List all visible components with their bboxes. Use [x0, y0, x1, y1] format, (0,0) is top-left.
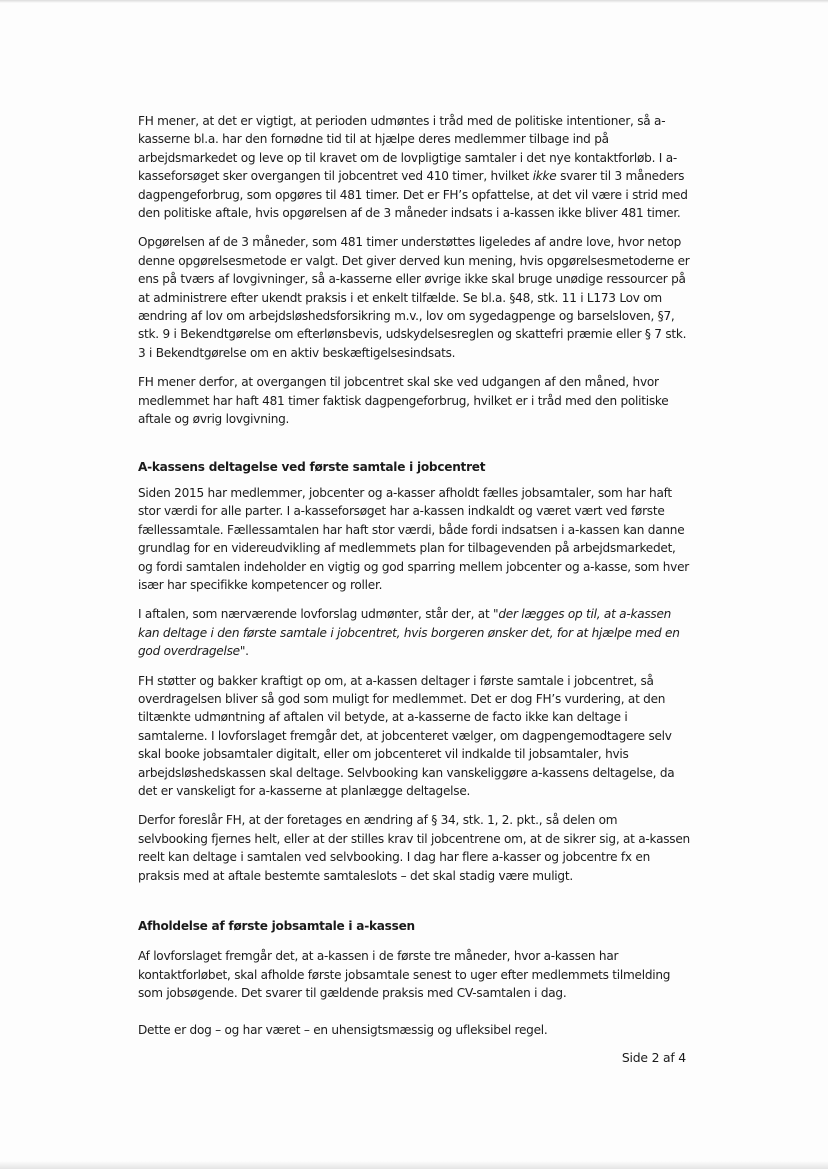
paragraph-uhensigtsmaessig: Dette er dog – og har været – en uhensigtsmæssig og ufleksibel regel. — [138, 1022, 548, 1037]
paragraph-derfor-foreslaar: Derfor foreslår FH, at der foretages en ændring af § 34, stk. 1, 2. pkt., så delen om selvbooking fjernes helt, eller at der stilles krav til jobcentrene om, at de sikrer sig, at a-kassen reelt kan deltage i samtalen ved selvbooking. I dag har flere a-kasser og jobcentre fx en praksis med at aftale bestemte samtaleslots – det skal stadig være muligt. — [138, 813, 690, 883]
page-number: Side 2 af 4 — [621, 1050, 686, 1065]
document-body — [138, 112, 690, 1050]
scan-edge-bottom — [0, 1161, 828, 1169]
scan-edge-top — [0, 0, 828, 3]
paragraph-opgoerelse: Opgørelsen af de 3 måneder, som 481 timer understøttes ligeledes af andre love, hvor netop denne opgørelsesmetode er valgt. Det giver derved kun mening, hvis opgørelsesmetoderne er ens på tværs af lovgivninger, så a-kasserne eller øvrige ikke skal bruge unødige ressourcer på at administrere efter ukendt praksis i et enkelt tilfælde. Se bl.a. §48, stk. 11 i L173 Lov om ændring af lov om arbejdsløshedsforsikring m.v., lov om sygedagpenge og barselsloven, §7, stk. 9 i Bekendtgørelse om efterlønsbevis, udskydelsesreglen og skattefri præmie eller § 7 stk. 3 i Bekendtgørelse om en aktiv beskæftigelsesindsats. — [138, 235, 690, 360]
paragraph-siden-2015: Siden 2015 har medlemmer, jobcenter og a-kasser afholdt fælles jobsamtaler, som har haft stor værdi for alle parter. I a-kasseforsøget har a-kassen indkaldt og været vært ved første fællessamtale. Fællessamtalen har haft stor værdi, både fordi indsatsen i a-kassen kan danne grundlag for en videreudvikling af medlemmets plan for tilbagevenden på arbejdsmarkedet, og fordi samtalen indeholder en vigtig og god sparring mellem jobcenter og a-kasse, som hver især har specifikke kompetencer og roller. — [138, 485, 690, 592]
section-heading-deltagelse: A-kassens deltagelse ved første samtale i jobcentret — [138, 459, 486, 474]
paragraph-overgang: FH mener, at det er vigtigt, at perioden udmøntes i tråd med de politiske intentioner, så a-kasserne bl.a. har den fornødne tid til at hjælpe deres medlemmer tilbage ind på arbejdsmarkedet og leve op til kravet om de lovpligtige samtaler i det nye kontaktforløb. I a-kasseforsøget sker overgangen til jobcentret ved 410 timer, hvilket ikke svarer til 3 måneders dagpengeforbrug, som opgøres til 481 timer. Det er FH’s opfattelse, at det vil være i strid med den politiske aftale, hvis opgørelsen af de 3 måneder indsats i a-kassen ikke bliver 481 timer. — [138, 114, 688, 221]
paragraph-aftalen-citat: I aftalen, som nærværende lovforslag udmønter, står der, at "der lægges op til, at a-kassen kan deltage i den første samtale i jobcentret, hvis borgeren ønsker det, for at hjælpe med en god overdragelse". — [138, 607, 680, 659]
paragraph-lovforslaget-fremgaar: Af lovforslaget fremgår det, at a-kassen i de første tre måneder, hvor a-kassen har kontaktforløbet, skal afholde første jobsamtale senest to uger efter medlemmets tilmelding som jobsøgende. Det svarer til gældende praksis med CV-samtalen i dag. — [138, 949, 671, 1001]
paragraph-fh-mener-derfor: FH mener derfor, at overgangen til jobcentret skal ske ved udgangen af den måned, hvor medlemmet har haft 481 timer faktisk dagpengeforbrug, hvilket er i tråd med den politiske aftale og øvrig lovgivning. — [138, 375, 669, 427]
paragraph-fh-stoetter: FH støtter og bakker kraftigt op om, at a-kassen deltager i første samtale i jobcentret, så overdragelsen bliver så god som muligt for medlemmet. Det er dog FH’s vurdering, at den tiltænkte udmøntning af aftalen vil betyde, at a-kasserne de facto ikke kan deltage i samtalerne. I lovforslaget fremgår det, at jobcenteret vælger, om dagpengemodtagere selv skal booke jobsamtaler digitalt, eller om jobcenteret vil indkalde til jobsamtaler, hvis arbejdsløshedskassen skal deltage. Selvbooking kan vanskeliggøre a-kassens deltagelse, da det er vanskeligt for a-kasserne at planlægge deltagelse. — [138, 673, 675, 798]
section-heading-afholdelse: Afholdelse af første jobsamtale i a-kassen — [138, 919, 415, 934]
